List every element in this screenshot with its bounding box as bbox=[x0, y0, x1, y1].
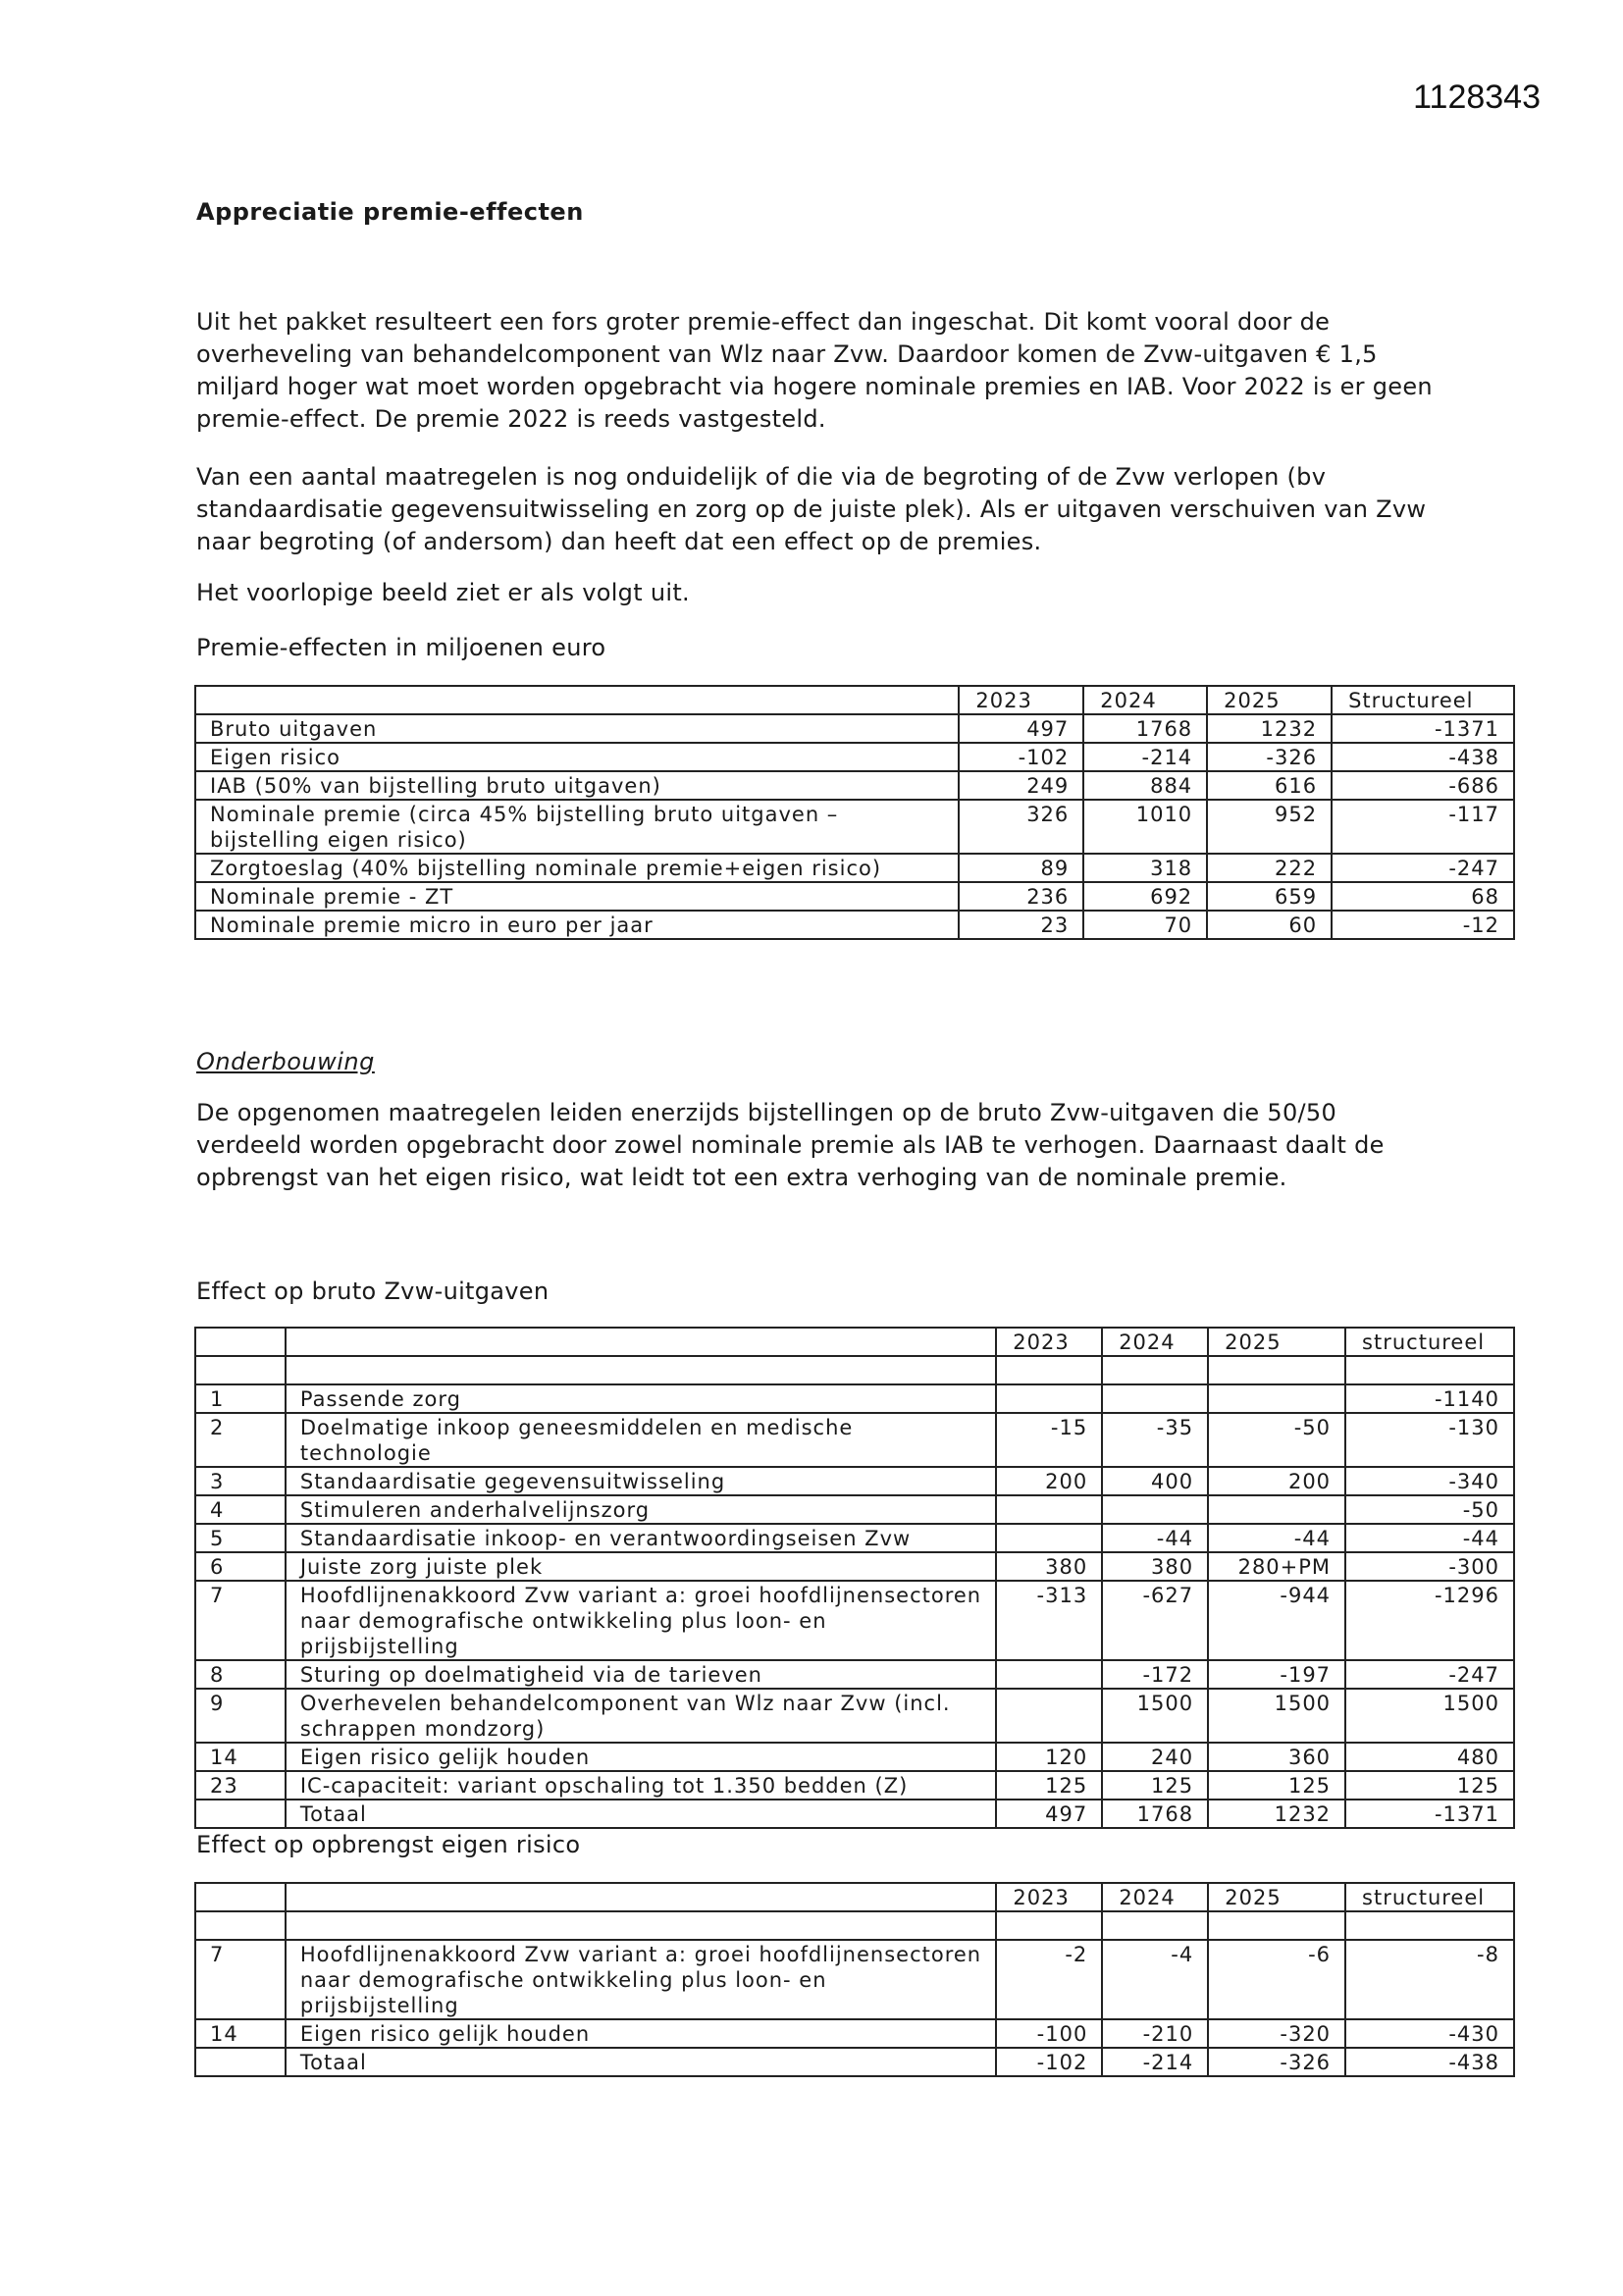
table-cell: 60 bbox=[1207, 911, 1332, 939]
table-cell: 120 bbox=[996, 1743, 1102, 1771]
table-cell: 7 bbox=[195, 1581, 286, 1660]
table-cell: -50 bbox=[1208, 1413, 1345, 1467]
table-cell: Totaal bbox=[286, 1800, 996, 1828]
table-cell: -44 bbox=[1102, 1524, 1208, 1552]
table-cell: -944 bbox=[1208, 1581, 1345, 1660]
table-cell: -130 bbox=[1345, 1413, 1514, 1467]
table-cell: -320 bbox=[1208, 2019, 1345, 2048]
table-cell: -438 bbox=[1332, 743, 1514, 771]
table-cell: 1500 bbox=[1102, 1689, 1208, 1743]
table-cell: -4 bbox=[1102, 1940, 1208, 2019]
uncertainty-paragraph: Van een aantal maatregelen is nog onduidelijk of die via de begroting of de Zvw verlopen (bv standaardisatie gegevensuitwisseling en zorg op de juiste plek). Als er uitgaven verschuiven van Zvw naar begroting (of andersom) dan heeft dat een effect op de premies. bbox=[196, 463, 1427, 555]
table-cell: 1 bbox=[195, 1384, 286, 1413]
table-cell: 692 bbox=[1083, 882, 1207, 911]
table-cell: 3 bbox=[195, 1467, 286, 1495]
table-cell bbox=[996, 1689, 1102, 1743]
table-cell: Nominale premie - ZT bbox=[195, 882, 959, 911]
deductible-revenue-table bbox=[194, 1882, 1515, 2077]
table-row bbox=[195, 1581, 1514, 1660]
table-cell bbox=[996, 1660, 1102, 1689]
table-cell: 616 bbox=[1207, 771, 1332, 800]
table-header-row bbox=[195, 1328, 1514, 1356]
table-row bbox=[195, 2019, 1514, 2048]
table-row bbox=[195, 911, 1514, 939]
table-row bbox=[195, 1552, 1514, 1581]
table-cell: 380 bbox=[996, 1552, 1102, 1581]
table-row bbox=[195, 1467, 1514, 1495]
table-cell bbox=[195, 1356, 286, 1384]
table-cell: -2 bbox=[996, 1940, 1102, 2019]
table-row bbox=[195, 714, 1514, 743]
column-header: 2024 bbox=[1083, 686, 1207, 714]
table-cell: -44 bbox=[1208, 1524, 1345, 1552]
table1-caption: Premie-effecten in miljoenen euro bbox=[196, 634, 606, 661]
intro-paragraph: Uit het pakket resulteert een fors groter premie-effect dan ingeschat. Dit komt vooral door de overheveling van behandelcomponent van Wlz naar Zvw. Daardoor komen de Zvw-uitgaven € 1,5 miljard hoger wat moet worden opgebracht via hogere nominale premies en IAB. Voor 2022 is er geen premie-effect. De premie 2022 is reeds vastgesteld. bbox=[196, 308, 1433, 433]
table-row bbox=[195, 1771, 1514, 1800]
table-cell: -313 bbox=[996, 1581, 1102, 1660]
table-cell: -214 bbox=[1102, 2048, 1208, 2076]
table-cell: Doelmatige inkoop geneesmiddelen en medische technologie bbox=[286, 1413, 996, 1467]
table-cell: 8 bbox=[195, 1660, 286, 1689]
table-row bbox=[195, 1413, 1514, 1467]
table-cell: Zorgtoeslag (40% bijstelling nominale premie+eigen risico) bbox=[195, 854, 959, 882]
table-cell: 2 bbox=[195, 1413, 286, 1467]
table-cell: Standaardisatie inkoop- en verantwoordingseisen Zvw bbox=[286, 1524, 996, 1552]
table-cell: 6 bbox=[195, 1552, 286, 1581]
table-cell: 326 bbox=[959, 800, 1083, 854]
table-cell: Eigen risico bbox=[195, 743, 959, 771]
table-cell: 125 bbox=[1208, 1771, 1345, 1800]
table-cell: Eigen risico gelijk houden bbox=[286, 1743, 996, 1771]
table-cell: 68 bbox=[1332, 882, 1514, 911]
table-row bbox=[195, 1743, 1514, 1771]
table-cell: 1500 bbox=[1345, 1689, 1514, 1743]
table-cell: 380 bbox=[1102, 1552, 1208, 1581]
table-cell bbox=[1208, 1495, 1345, 1524]
table-cell bbox=[996, 1384, 1102, 1413]
table-cell bbox=[195, 2048, 286, 2076]
table-cell: -326 bbox=[1208, 2048, 1345, 2076]
table2-caption: Effect op bruto Zvw-uitgaven bbox=[196, 1278, 550, 1305]
table-cell: -438 bbox=[1345, 2048, 1514, 2076]
table-cell: Overhevelen behandelcomponent van Wlz naar Zvw (incl. schrappen mondzorg) bbox=[286, 1689, 996, 1743]
table-header-row bbox=[195, 686, 1514, 714]
table-cell: 89 bbox=[959, 854, 1083, 882]
table-row bbox=[195, 771, 1514, 800]
table-cell bbox=[1102, 1384, 1208, 1413]
table-cell bbox=[1208, 1356, 1345, 1384]
table-cell: -210 bbox=[1102, 2019, 1208, 2048]
table-row bbox=[195, 1911, 1514, 1940]
table-row bbox=[195, 1800, 1514, 1828]
table-cell: -1371 bbox=[1332, 714, 1514, 743]
column-header: 2025 bbox=[1208, 1883, 1345, 1911]
table-cell: 1768 bbox=[1102, 1800, 1208, 1828]
table-cell bbox=[1102, 1356, 1208, 1384]
table-cell: 1232 bbox=[1208, 1800, 1345, 1828]
table-cell: -1140 bbox=[1345, 1384, 1514, 1413]
column-header bbox=[195, 1883, 286, 1911]
table-cell: -1296 bbox=[1345, 1581, 1514, 1660]
table-row bbox=[195, 1384, 1514, 1413]
table-cell: Eigen risico gelijk houden bbox=[286, 2019, 997, 2048]
table-cell: 23 bbox=[195, 1771, 286, 1800]
table-cell: -247 bbox=[1345, 1660, 1514, 1689]
table-cell: 200 bbox=[996, 1467, 1102, 1495]
table-cell bbox=[996, 1911, 1102, 1940]
table-cell: 70 bbox=[1083, 911, 1207, 939]
table-cell: 497 bbox=[959, 714, 1083, 743]
outlook-paragraph: Het voorlopige beeld ziet er als volgt uit. bbox=[196, 579, 690, 606]
table-cell: 1232 bbox=[1207, 714, 1332, 743]
table-cell: 480 bbox=[1345, 1743, 1514, 1771]
document-number: 1128343 bbox=[1413, 78, 1541, 116]
table-cell bbox=[996, 1356, 1102, 1384]
column-header: Structureel bbox=[1332, 686, 1514, 714]
column-header: structureel bbox=[1345, 1883, 1514, 1911]
table-cell: Nominale premie micro in euro per jaar bbox=[195, 911, 959, 939]
table-row bbox=[195, 1356, 1514, 1384]
table-cell: 280+PM bbox=[1208, 1552, 1345, 1581]
table-cell: Hoofdlijnenakkoord Zvw variant a: groei hoofdlijnensectoren naar demografische ontwikkeling plus loon- en prijsbijstelling bbox=[286, 1940, 997, 2019]
table-cell: Sturing op doelmatigheid via de tarieven bbox=[286, 1660, 996, 1689]
table-row bbox=[195, 2048, 1514, 2076]
table-row bbox=[195, 1660, 1514, 1689]
table-cell bbox=[1345, 1356, 1514, 1384]
table-cell: IC-capaciteit: variant opschaling tot 1.350 bedden (Z) bbox=[286, 1771, 996, 1800]
table-cell bbox=[1102, 1911, 1208, 1940]
table-cell: 1768 bbox=[1083, 714, 1207, 743]
table-cell: 222 bbox=[1207, 854, 1332, 882]
column-header: 2025 bbox=[1207, 686, 1332, 714]
table-cell: -300 bbox=[1345, 1552, 1514, 1581]
table-cell: 7 bbox=[195, 1940, 286, 2019]
table-cell: -15 bbox=[996, 1413, 1102, 1467]
table-cell bbox=[996, 1524, 1102, 1552]
column-header bbox=[286, 1883, 997, 1911]
table-cell: 1500 bbox=[1208, 1689, 1345, 1743]
table-cell: -197 bbox=[1208, 1660, 1345, 1689]
table-cell: Totaal bbox=[286, 2048, 997, 2076]
table-cell: -1371 bbox=[1345, 1800, 1514, 1828]
column-header: 2023 bbox=[996, 1328, 1102, 1356]
table-cell bbox=[1208, 1384, 1345, 1413]
premium-effects-table bbox=[194, 685, 1515, 940]
table-cell: Hoofdlijnenakkoord Zvw variant a: groei hoofdlijnensectoren naar demografische ontwikkeling plus loon- en prijsbijstelling bbox=[286, 1581, 996, 1660]
table-cell: -50 bbox=[1345, 1495, 1514, 1524]
onderbouwing-heading: Onderbouwing bbox=[196, 1048, 375, 1075]
table-cell: -340 bbox=[1345, 1467, 1514, 1495]
table-row bbox=[195, 1495, 1514, 1524]
table-cell bbox=[996, 1495, 1102, 1524]
onderbouwing-paragraph: De opgenomen maatregelen leiden enerzijds bijstellingen op de bruto Zvw-uitgaven die 50/50 verdeeld worden opgebracht door zowel nominale premie als IAB te verhogen. Daarnaast daalt de opbrengst van het eigen risico, wat leidt tot een extra verhoging van de nominale premie. bbox=[196, 1099, 1385, 1191]
table-cell: 360 bbox=[1208, 1743, 1345, 1771]
table-cell: IAB (50% van bijstelling bruto uitgaven) bbox=[195, 771, 959, 800]
table-row bbox=[195, 854, 1514, 882]
table-cell: -12 bbox=[1332, 911, 1514, 939]
table-cell: Passende zorg bbox=[286, 1384, 996, 1413]
table-row bbox=[195, 882, 1514, 911]
table-header-row bbox=[195, 1883, 1514, 1911]
table-cell: -102 bbox=[996, 2048, 1102, 2076]
table-cell: -35 bbox=[1102, 1413, 1208, 1467]
table-cell: 125 bbox=[996, 1771, 1102, 1800]
table-cell bbox=[286, 1911, 997, 1940]
table-cell: -102 bbox=[959, 743, 1083, 771]
table-cell: 200 bbox=[1208, 1467, 1345, 1495]
table-cell bbox=[1102, 1495, 1208, 1524]
table-cell: Juiste zorg juiste plek bbox=[286, 1552, 996, 1581]
table-cell: 236 bbox=[959, 882, 1083, 911]
table-cell: -8 bbox=[1345, 1940, 1514, 2019]
table-cell: -430 bbox=[1345, 2019, 1514, 2048]
table3-caption: Effect op opbrengst eigen risico bbox=[196, 1831, 581, 1858]
table-cell: 23 bbox=[959, 911, 1083, 939]
table-cell: 240 bbox=[1102, 1743, 1208, 1771]
table-cell: 1010 bbox=[1083, 800, 1207, 854]
column-header: structureel bbox=[1345, 1328, 1514, 1356]
table-row bbox=[195, 1524, 1514, 1552]
table-row bbox=[195, 743, 1514, 771]
table-cell: -44 bbox=[1345, 1524, 1514, 1552]
table-cell: 400 bbox=[1102, 1467, 1208, 1495]
table-cell: 497 bbox=[996, 1800, 1102, 1828]
column-header: 2024 bbox=[1102, 1328, 1208, 1356]
table-cell: Nominale premie (circa 45% bijstelling bruto uitgaven – bijstelling eigen risico) bbox=[195, 800, 959, 854]
table-cell: -117 bbox=[1332, 800, 1514, 854]
table-cell: 318 bbox=[1083, 854, 1207, 882]
column-header: 2024 bbox=[1102, 1883, 1208, 1911]
table-row bbox=[195, 800, 1514, 854]
column-header bbox=[195, 1328, 286, 1356]
table-cell: -172 bbox=[1102, 1660, 1208, 1689]
table-cell: Stimuleren anderhalvelijnszorg bbox=[286, 1495, 996, 1524]
column-header: 2025 bbox=[1208, 1328, 1345, 1356]
table-cell: 125 bbox=[1102, 1771, 1208, 1800]
table-cell: -686 bbox=[1332, 771, 1514, 800]
table-cell bbox=[286, 1356, 996, 1384]
table-cell: 125 bbox=[1345, 1771, 1514, 1800]
table-cell bbox=[195, 1911, 286, 1940]
column-header: 2023 bbox=[959, 686, 1083, 714]
table-cell: 14 bbox=[195, 2019, 286, 2048]
table-cell: 9 bbox=[195, 1689, 286, 1743]
table-cell: 4 bbox=[195, 1495, 286, 1524]
gross-expenditure-table bbox=[194, 1327, 1515, 1829]
table-cell: -627 bbox=[1102, 1581, 1208, 1660]
table-cell bbox=[195, 1800, 286, 1828]
table-cell: Bruto uitgaven bbox=[195, 714, 959, 743]
table-cell: 659 bbox=[1207, 882, 1332, 911]
column-header bbox=[195, 686, 959, 714]
table-cell: 952 bbox=[1207, 800, 1332, 854]
table-cell bbox=[1208, 1911, 1345, 1940]
column-header bbox=[286, 1328, 996, 1356]
table-cell: 249 bbox=[959, 771, 1083, 800]
table-cell bbox=[1345, 1911, 1514, 1940]
column-header: 2023 bbox=[996, 1883, 1102, 1911]
table-cell: Standaardisatie gegevensuitwisseling bbox=[286, 1467, 996, 1495]
table-cell: -6 bbox=[1208, 1940, 1345, 2019]
table-cell: -326 bbox=[1207, 743, 1332, 771]
table-row bbox=[195, 1689, 1514, 1743]
table-row bbox=[195, 1940, 1514, 2019]
table-cell: 5 bbox=[195, 1524, 286, 1552]
table-cell: 884 bbox=[1083, 771, 1207, 800]
table-cell: -214 bbox=[1083, 743, 1207, 771]
table-cell: -247 bbox=[1332, 854, 1514, 882]
page-title: Appreciatie premie-effecten bbox=[196, 198, 584, 226]
table-cell: -100 bbox=[996, 2019, 1102, 2048]
table-cell: 14 bbox=[195, 1743, 286, 1771]
